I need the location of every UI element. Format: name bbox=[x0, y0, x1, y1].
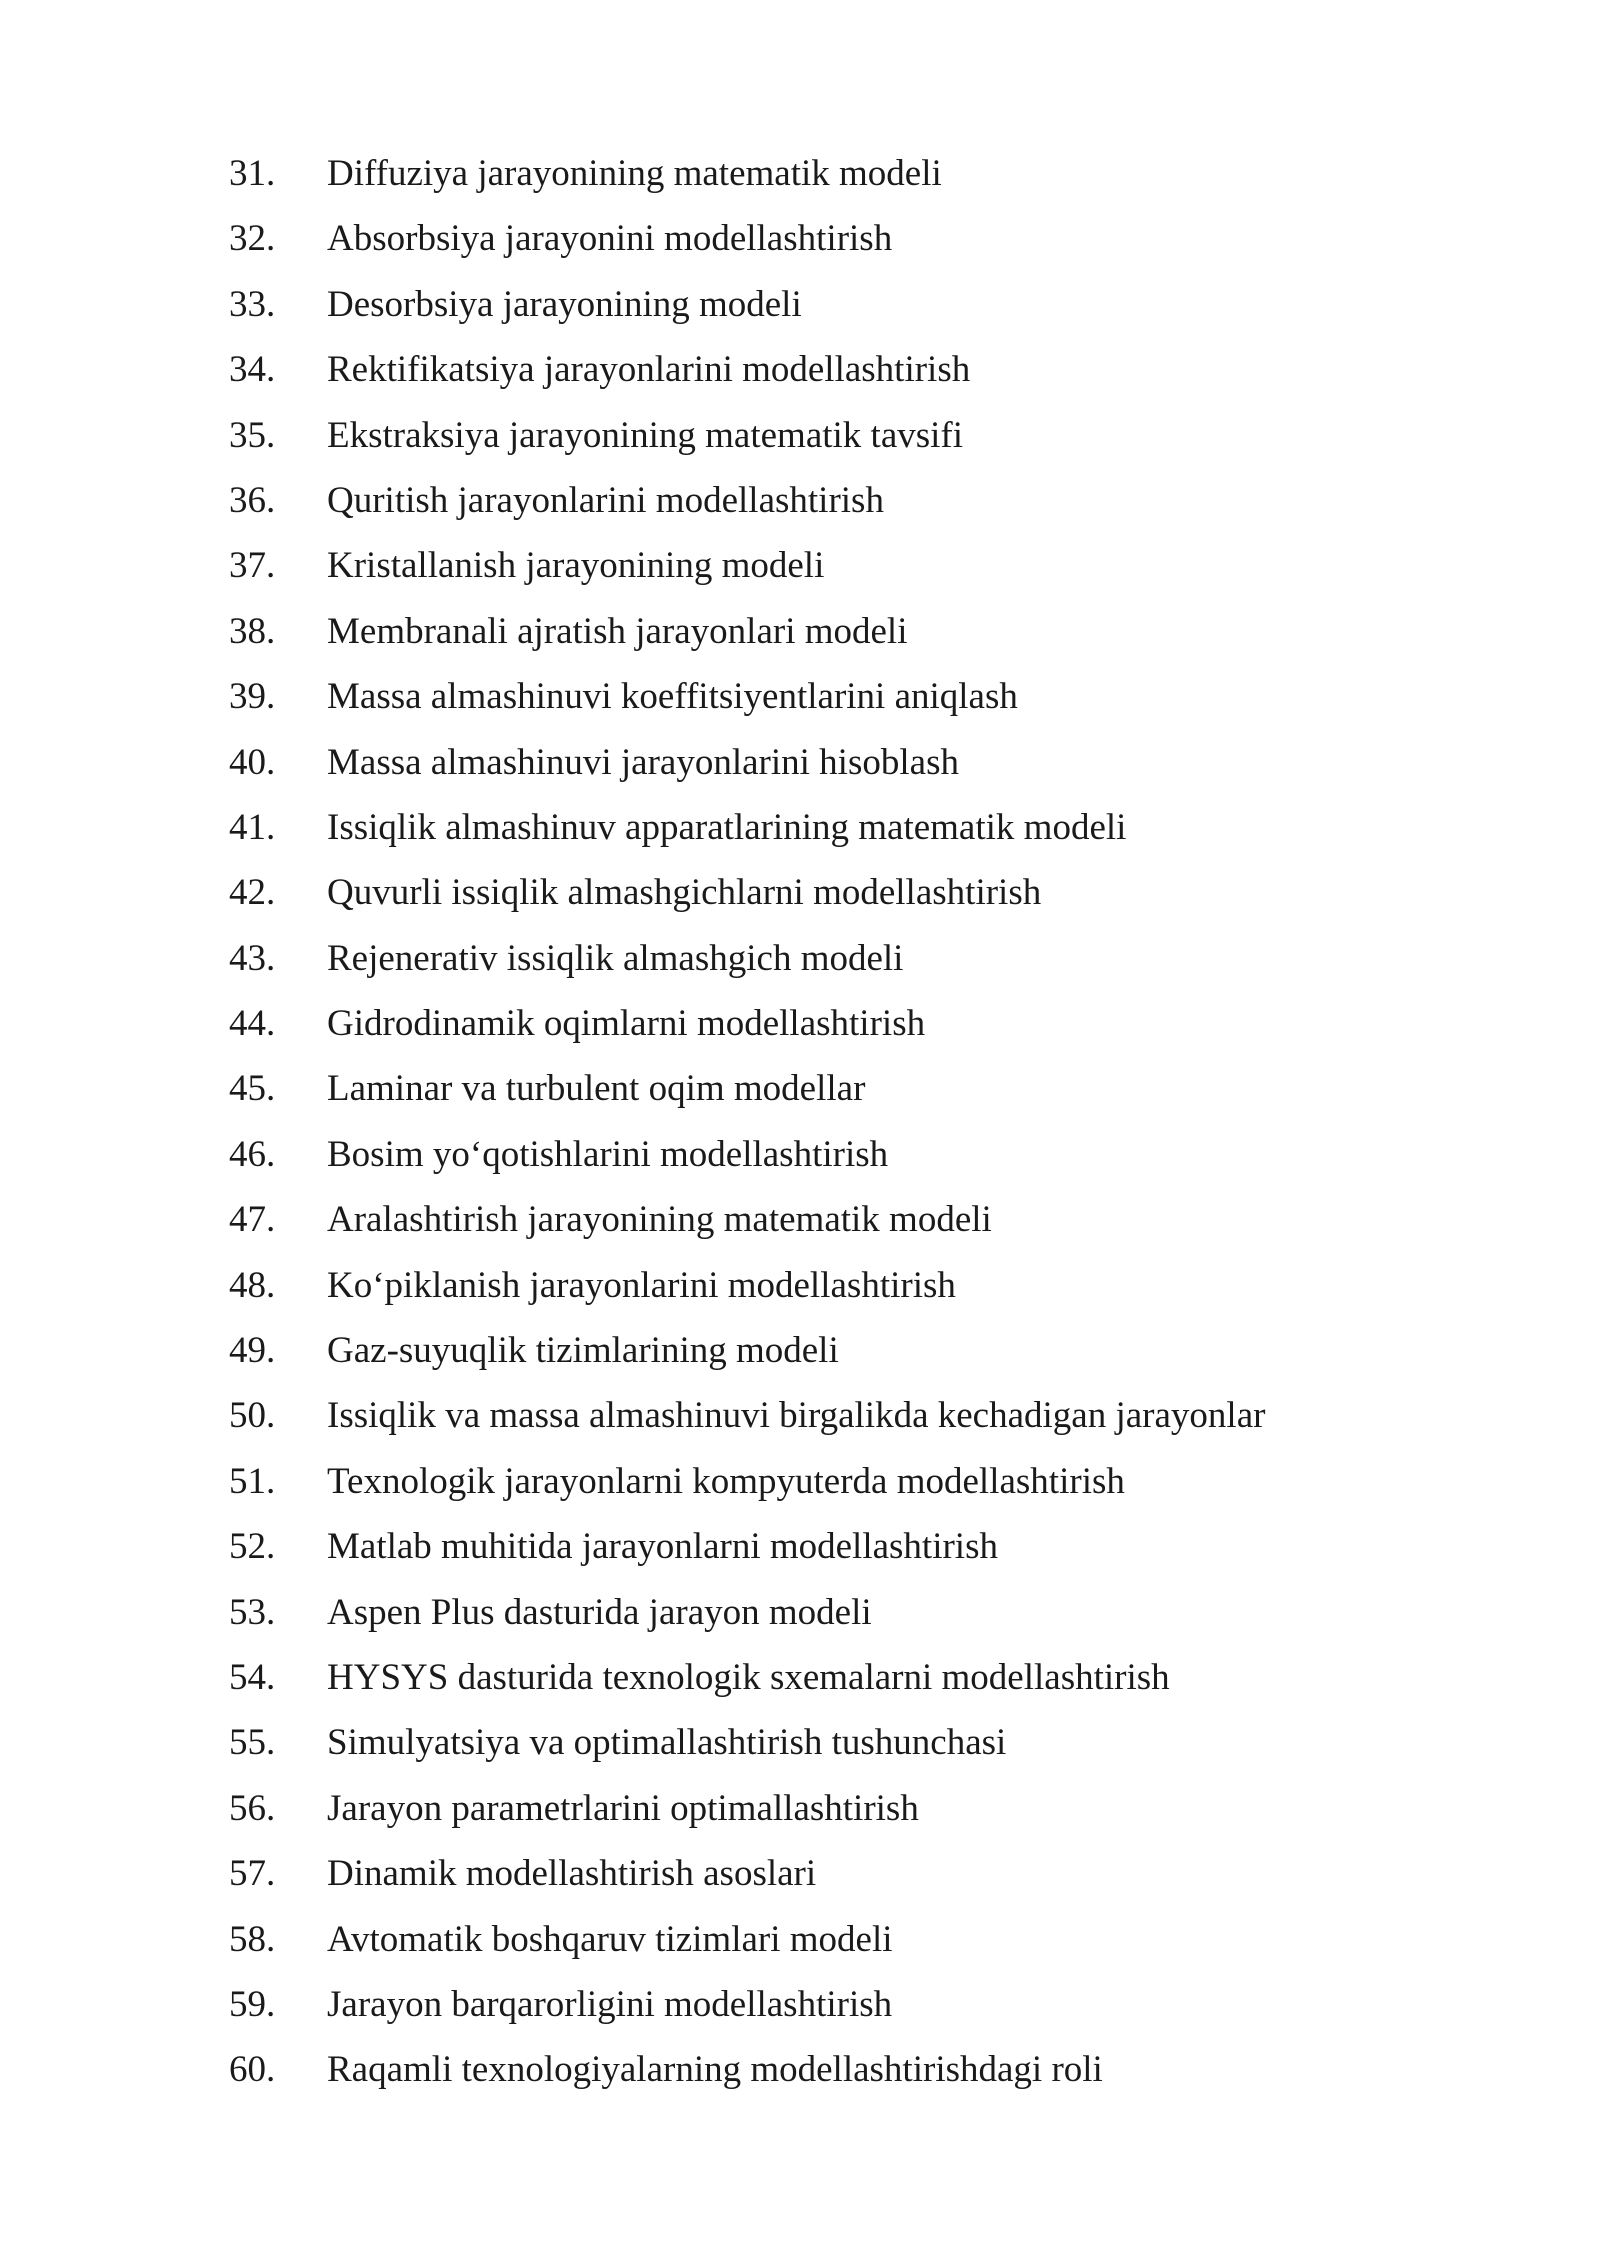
item-number: 37. bbox=[229, 545, 276, 587]
item-number: 55. bbox=[229, 1722, 276, 1764]
item-text: Simulyatsiya va optimallashtirish tushunchasi bbox=[327, 1722, 1007, 1764]
item-number: 36. bbox=[229, 479, 276, 521]
item-text: Membranali ajratish jarayonlari modeli bbox=[327, 610, 908, 652]
item-number: 52. bbox=[229, 1526, 276, 1568]
item-text: Quvurli issiqlik almashgichlarni modellashtirish bbox=[327, 872, 1042, 914]
item-text: Gidrodinamik oqimlarni modellashtirish bbox=[327, 1003, 926, 1045]
item-number: 48. bbox=[229, 1264, 276, 1306]
item-text: Avtomatik boshqaruv tizimlari modeli bbox=[327, 1918, 893, 1960]
item-number: 41. bbox=[229, 806, 276, 848]
item-number: 60. bbox=[229, 2049, 276, 2091]
list-item bbox=[229, 998, 1265, 1063]
item-number: 59. bbox=[229, 1983, 276, 2025]
item-text: Dinamik modellashtirish asoslari bbox=[327, 1853, 817, 1895]
item-text: Absorbsiya jarayonini modellashtirish bbox=[327, 218, 893, 260]
item-number: 33. bbox=[229, 283, 276, 325]
item-text: Ekstraksiya jarayonining matematik tavsifi bbox=[327, 414, 964, 456]
list-item bbox=[229, 933, 1265, 998]
item-text: Aralashtirish jarayonining matematik modeli bbox=[327, 1199, 992, 1241]
item-number: 46. bbox=[229, 1133, 276, 1175]
list-item bbox=[229, 1129, 1265, 1194]
item-text: Ko‘piklanish jarayonlarini modellashtirish bbox=[327, 1264, 956, 1306]
item-number: 50. bbox=[229, 1395, 276, 1437]
item-number: 58. bbox=[229, 1918, 276, 1960]
list-item bbox=[229, 867, 1265, 932]
item-text: Desorbsiya jarayonining modeli bbox=[327, 283, 802, 325]
list-item bbox=[229, 1456, 1265, 1521]
item-text: Raqamli texnologiyalarning modellashtirishdagi roli bbox=[327, 2049, 1103, 2091]
list-item bbox=[229, 1194, 1265, 1259]
list-item bbox=[229, 1260, 1265, 1325]
item-text: Gaz-suyuqlik tizimlarining modeli bbox=[327, 1330, 839, 1372]
item-number: 39. bbox=[229, 676, 276, 718]
list-item bbox=[229, 540, 1265, 605]
topic-list bbox=[229, 148, 1265, 2110]
list-item bbox=[229, 1652, 1265, 1717]
item-text: Matlab muhitida jarayonlarni modellashtirish bbox=[327, 1526, 998, 1568]
item-number: 53. bbox=[229, 1591, 276, 1633]
item-text: Laminar va turbulent oqim modellar bbox=[327, 1068, 866, 1110]
list-item bbox=[229, 802, 1265, 867]
list-item bbox=[229, 1717, 1265, 1782]
item-number: 56. bbox=[229, 1787, 276, 1829]
item-number: 40. bbox=[229, 741, 276, 783]
item-text: Issiqlik almashinuv apparatlarining matematik modeli bbox=[327, 806, 1127, 848]
item-text: Diffuziya jarayonining matematik modeli bbox=[327, 153, 942, 194]
item-text: Massa almashinuvi koeffitsiyentlarini aniqlash bbox=[327, 676, 1018, 718]
item-number: 57. bbox=[229, 1853, 276, 1895]
list-item bbox=[229, 213, 1265, 278]
list-item bbox=[229, 2044, 1265, 2109]
list-item bbox=[229, 410, 1265, 475]
item-text: Issiqlik va massa almashinuvi birgalikda kechadigan jarayonlar bbox=[327, 1395, 1266, 1437]
item-number: 35. bbox=[229, 414, 276, 456]
item-number: 49. bbox=[229, 1330, 276, 1372]
item-number: 47. bbox=[229, 1199, 276, 1241]
item-number: 32. bbox=[229, 218, 276, 260]
item-number: 44. bbox=[229, 1003, 276, 1045]
item-text: Aspen Plus dasturida jarayon modeli bbox=[327, 1591, 872, 1633]
list-item bbox=[229, 344, 1265, 409]
item-text: Bosim yo‘qotishlarini modellashtirish bbox=[327, 1133, 889, 1175]
list-item bbox=[229, 1914, 1265, 1979]
list-item bbox=[229, 1521, 1265, 1586]
item-text: Rejenerativ issiqlik almashgich modeli bbox=[327, 937, 904, 979]
list-item bbox=[229, 1783, 1265, 1848]
list-item bbox=[229, 671, 1265, 736]
list-item bbox=[229, 279, 1265, 344]
item-text: Rektifikatsiya jarayonlarini modellashtirish bbox=[327, 349, 971, 391]
item-number: 51. bbox=[229, 1460, 276, 1502]
list-item bbox=[229, 1587, 1265, 1652]
list-item bbox=[229, 1390, 1265, 1455]
item-number: 34. bbox=[229, 349, 276, 391]
item-number: 43. bbox=[229, 937, 276, 979]
list-item bbox=[229, 606, 1265, 671]
item-text: HYSYS dasturida texnologik sxemalarni modellashtirish bbox=[327, 1656, 1170, 1698]
item-number: 54. bbox=[229, 1656, 276, 1698]
list-item bbox=[229, 737, 1265, 802]
item-number: 45. bbox=[229, 1068, 276, 1110]
item-text: Massa almashinuvi jarayonlarini hisoblash bbox=[327, 741, 959, 783]
list-item bbox=[229, 148, 1265, 213]
item-number: 31. bbox=[229, 153, 276, 194]
item-text: Quritish jarayonlarini modellashtirish bbox=[327, 479, 884, 521]
item-text: Texnologik jarayonlarni kompyuterda modellashtirish bbox=[327, 1460, 1125, 1502]
item-text: Jarayon parametrlarini optimallashtirish bbox=[327, 1787, 919, 1829]
list-item bbox=[229, 475, 1265, 540]
list-item bbox=[229, 1848, 1265, 1913]
item-text: Jarayon barqarorligini modellashtirish bbox=[327, 1983, 893, 2025]
list-item bbox=[229, 1979, 1265, 2044]
list-item bbox=[229, 1063, 1265, 1128]
item-number: 38. bbox=[229, 610, 276, 652]
list-item bbox=[229, 1325, 1265, 1390]
item-number: 42. bbox=[229, 872, 276, 914]
item-text: Kristallanish jarayonining modeli bbox=[327, 545, 825, 587]
